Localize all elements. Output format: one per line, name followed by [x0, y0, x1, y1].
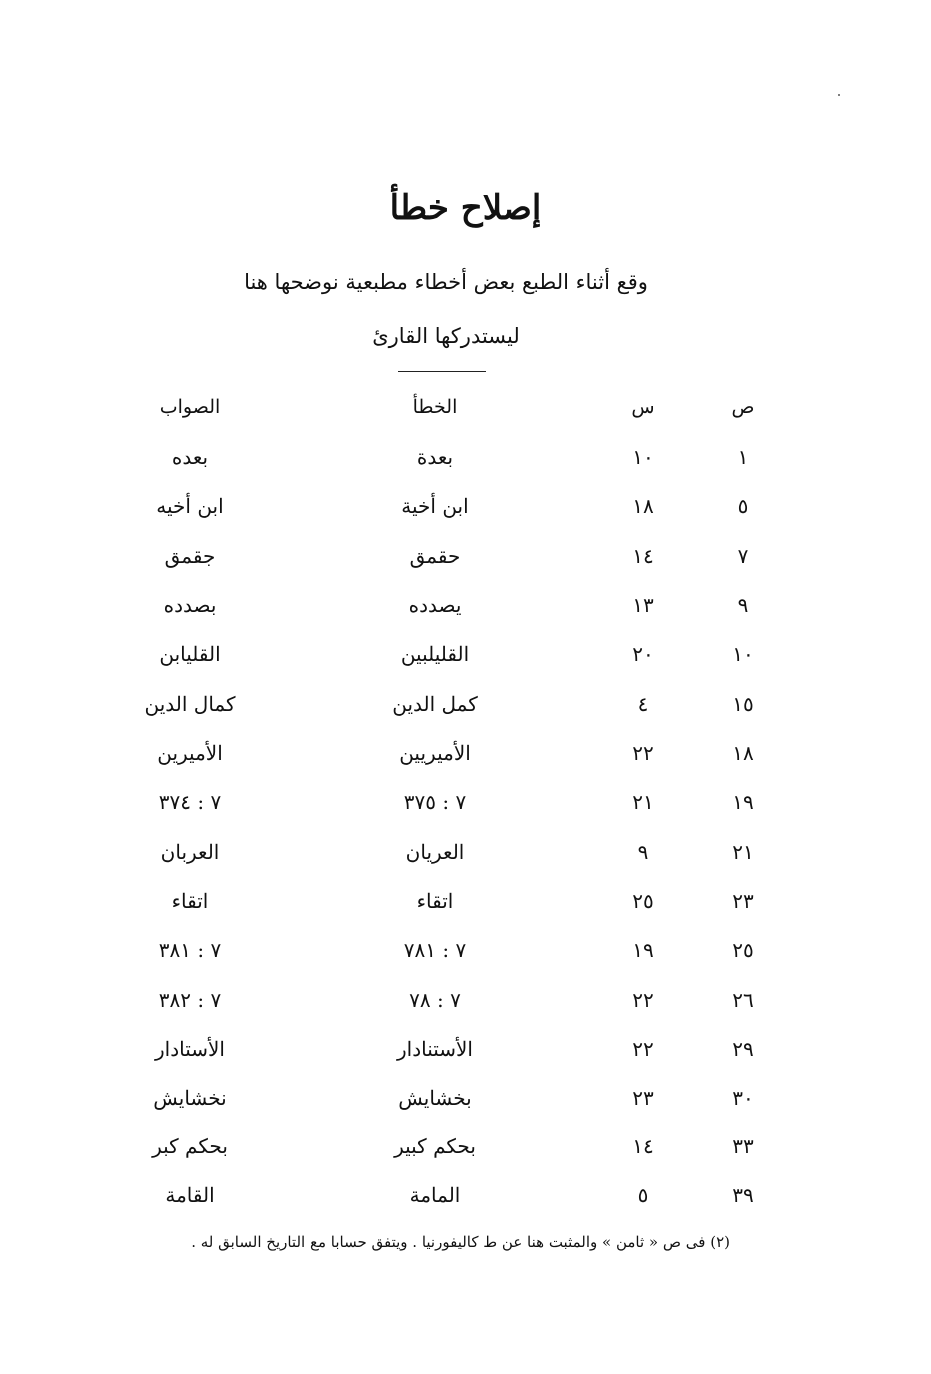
row-line: ٢٥ [632, 889, 654, 913]
row-page: ٢٣ [732, 889, 754, 913]
row-wrong: بعدة [416, 445, 454, 469]
table-row [0, 881, 931, 921]
row-wrong: ابن أخية [401, 494, 469, 518]
row-page: ١٨ [732, 741, 754, 765]
row-wrong: بخشايش [398, 1086, 472, 1110]
row-line: ١٤ [632, 544, 654, 568]
table-row [0, 684, 931, 724]
row-page: ٢١ [732, 840, 754, 864]
row-wrong: القليلبين [400, 642, 470, 666]
row-right: ٧ : ٣٧٤ [158, 790, 222, 814]
table-header [0, 387, 931, 427]
row-right: بحكم كبر [152, 1134, 228, 1158]
row-right: الأميرين [157, 741, 223, 765]
row-right: القامة [165, 1183, 215, 1207]
row-wrong: الأميريين [399, 741, 471, 765]
row-right: ٧ : ٣٨١ [158, 938, 222, 962]
row-page: ٣٠ [732, 1086, 754, 1110]
footnote: (٢) فى ص « ثامن » والمثبت هنا عن ط كاليفورنيا . ويتفق حسابا مع التاريخ السابق له . [191, 1233, 730, 1251]
row-page: ١ [737, 445, 749, 469]
table-row [0, 930, 931, 970]
table-row [0, 486, 931, 526]
row-page: ١٠ [732, 642, 754, 666]
row-wrong: ٧ : ٧٨١ [403, 938, 467, 962]
row-line: ٥ [637, 1183, 649, 1207]
scan-speck [838, 94, 840, 96]
row-right: العربان [160, 840, 220, 864]
row-line: ٩ [637, 840, 649, 864]
row-line: ٢١ [632, 790, 654, 814]
row-wrong: يصدده [408, 593, 462, 617]
row-wrong: ٧ : ٣٧٥ [403, 790, 467, 814]
row-wrong: اتقاء [416, 889, 454, 913]
row-page: ٩ [737, 593, 749, 617]
row-right: الأستادار [155, 1037, 225, 1061]
row-line: ٢٢ [632, 741, 654, 765]
table-row [0, 536, 931, 576]
row-line: ١٤ [632, 1134, 654, 1158]
row-wrong: حقمق [409, 544, 461, 568]
row-page: ٢٥ [732, 938, 754, 962]
table-row [0, 1029, 931, 1069]
table-row [0, 634, 931, 674]
row-line: ١٠ [632, 445, 654, 469]
table-row [0, 585, 931, 625]
row-right: ٧ : ٣٨٢ [158, 988, 222, 1012]
row-line: ٢٢ [632, 988, 654, 1012]
row-right: جقمق [164, 544, 216, 568]
row-wrong: بحكم كبير [394, 1134, 476, 1158]
row-page: ١٥ [732, 692, 754, 716]
row-line: ٤ [637, 692, 649, 716]
row-wrong: العريان [405, 840, 465, 864]
table-row [0, 1126, 931, 1166]
header-right: الصواب [159, 396, 221, 418]
row-page: ٧ [737, 544, 749, 568]
row-line: ١٩ [632, 938, 654, 962]
row-page: ٥ [737, 494, 749, 518]
row-right: بعده [171, 445, 209, 469]
row-page: ٢٩ [732, 1037, 754, 1061]
page-title: إصلاح خطأ [389, 188, 542, 228]
row-right: نخشايش [153, 1086, 227, 1110]
row-line: ٢٠ [632, 642, 654, 666]
table-row [0, 980, 931, 1020]
row-right: كمال الدين [144, 692, 236, 716]
row-wrong: كمل الدين [392, 692, 478, 716]
row-line: ٢٣ [632, 1086, 654, 1110]
row-page: ٣٩ [732, 1183, 754, 1207]
header-line: س [631, 396, 655, 418]
row-page: ٣٣ [732, 1134, 754, 1158]
table-row [0, 1175, 931, 1215]
row-line: ١٣ [632, 593, 654, 617]
intro-line-2: ليستدركها القارئ [372, 324, 520, 348]
table-row [0, 1078, 931, 1118]
row-wrong: الأستنادار [396, 1037, 473, 1061]
intro-line-1: وقع أثناء الطبع بعض أخطاء مطبعية نوضحها هنا [244, 270, 648, 294]
row-line: ٢٢ [632, 1037, 654, 1061]
table-row [0, 437, 931, 477]
row-right: بصدده [163, 593, 217, 617]
table-row [0, 782, 931, 822]
row-page: ١٩ [732, 790, 754, 814]
row-right: اتقاء [171, 889, 209, 913]
table-row [0, 832, 931, 872]
row-wrong: المامة [409, 1183, 461, 1207]
row-page: ٢٦ [732, 988, 754, 1012]
header-wrong: الخطأ [412, 396, 458, 418]
row-right: القليابن [159, 642, 221, 666]
row-line: ١٨ [632, 494, 654, 518]
row-wrong: ٧ : ٧٨ [409, 988, 461, 1012]
row-right: ابن أخيه [156, 494, 224, 518]
header-page: ص [731, 396, 755, 418]
divider-rule [398, 371, 486, 372]
table-row [0, 733, 931, 773]
